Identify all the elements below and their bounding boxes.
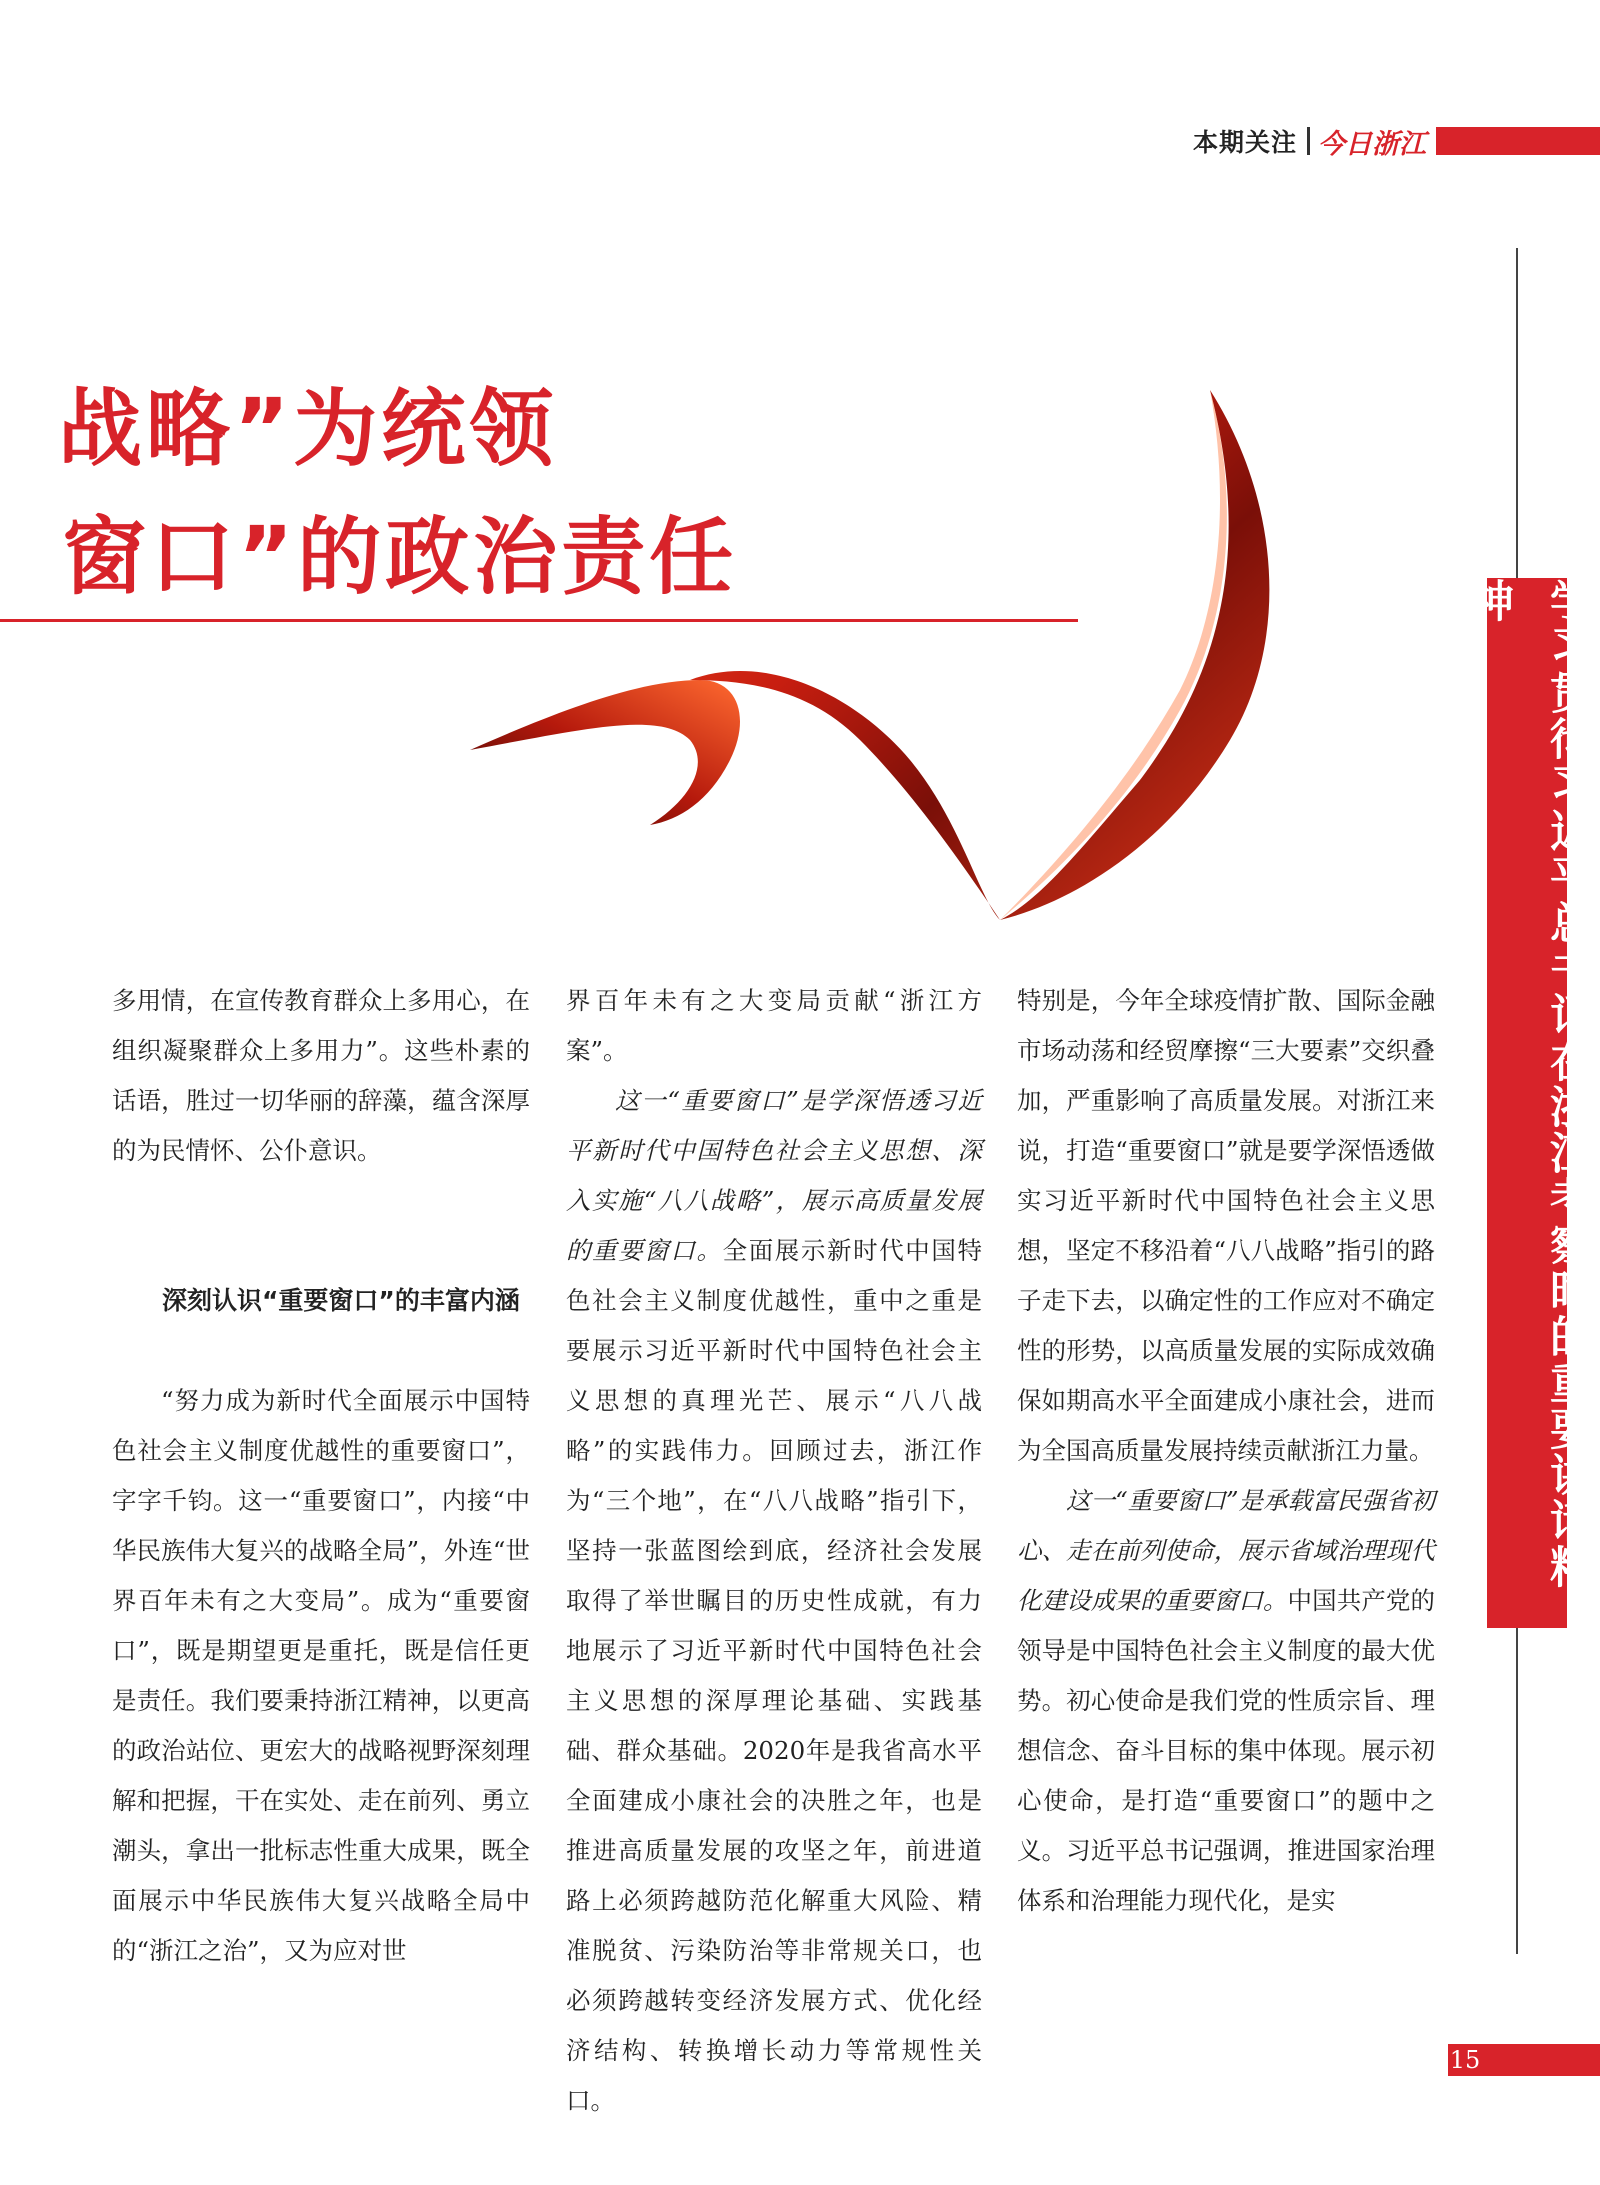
emphasis-lead-sentence: 这一“重要窗口”是学深悟透习近平新时代中国特色社会主义思想、深入实施“八八战略”，展示高质量发展的重要窗口。 xyxy=(566,1086,982,1265)
text-column-3 xyxy=(1017,976,1435,1926)
series-vertical-banner: 学习贯彻习近平总书记在浙江考察时的重要讲话精神 xyxy=(1487,578,1567,1628)
right-vertical-rule-bottom xyxy=(1516,1628,1518,1954)
title-line-1: 战略”为统领 xyxy=(58,380,558,478)
paragraph xyxy=(566,1076,982,2126)
title-line-2: 窗口”的政治责任 xyxy=(62,508,738,606)
red-ribbon-graphic xyxy=(440,380,1360,940)
brand-logo: 今日浙江 xyxy=(1318,128,1426,160)
paragraph: 多用情，在宣传教育群众上多用心，在组织凝聚群众上多用力”。这些朴素的话语，胜过一切华丽的辞藻，蕴含深厚的为民情怀、公仆意识。 xyxy=(112,986,530,1165)
paragraph: 特别是，今年全球疫情扩散、国际金融市场动荡和经贸摩擦“三大要素”交织叠加，严重影响了高质量发展。对浙江来说，打造“重要窗口”就是要学深悟透做实习近平新时代中国特色社会主义思想，坚定不移沿着“八八战略”指引的路子走下去，以确定性的工作应对不确定性的形势，以高质量发展的实际成效确保如期高水平全面建成小康社会，进而为全国高质量发展持续贡献浙江力量。 xyxy=(1017,986,1435,1465)
emphasis-lead-sentence: 这一“重要窗口”是承载富民强省初心、走在前列使命，展示省域治理现代化建设成果的重要窗口。 xyxy=(1017,1486,1435,1615)
ribbon-body xyxy=(690,390,1269,920)
paragraph-text: 中国共产党的领导是中国特色社会主义制度的最大优势。初心使命是我们党的性质宗旨、理想信念、奋斗目标的集中体现。展示初心使命，是打造“重要窗口”的题中之义。习近平总书记强调，推进国家治理体系和治理能力现代化，是实 xyxy=(1017,1586,1435,1915)
text-column-1 xyxy=(112,976,530,1976)
header-divider xyxy=(1307,127,1310,155)
paragraph-text: 全面展示新时代中国特色社会主义制度优越性，重中之重是要展示习近平新时代中国特色社会主义思想的真理光芒、展示“八八战略”的实践伟力。回顾过去，浙江作为“三个地”，在“八八战略”指引下，坚持一张蓝图绘到底，经济社会发展取得了举世瞩目的历史性成就，有力地展示了习近平新时代中国特色社会主义思想的深厚理论基础、实践基础、群众基础。2020年是我省高水平全面建成小康社会的决胜之年，也是推进高质量发展的攻坚之年，前进道路上必须跨越防范化解重大风险、精准脱贫、污染防治等非常规关口，也必须跨越转变经济发展方式、优化经济结构、转换增长动力等常规性关口。 xyxy=(566,1236,983,2115)
paragraph: “努力成为新时代全面展示中国特色社会主义制度优越性的重要窗口”，字字千钧。这一“重要窗口”，内接“中华民族伟大复兴的战略全局”，外连“世界百年未有之大变局”。成为“重要窗口”，既是期望更是重托，既是信任更是责任。我们要秉持浙江精神，以更高的政治站位、更宏大的战略视野深刻理解和把握，干在实处、走在前列、勇立潮头，拿出一批标志性重大成果，既全面展示中华民族伟大复兴战略全局中的“浙江之治”，又为应对世 xyxy=(112,1386,530,1965)
header-red-bar xyxy=(1436,127,1600,155)
page-number: 15 xyxy=(1449,2046,1481,2074)
running-header xyxy=(1193,124,1600,158)
section-subheading: 深刻认识“重要窗口”的丰富内涵 xyxy=(162,1286,520,1315)
section-label: 本期关注 xyxy=(1192,128,1297,157)
paragraph xyxy=(1017,1476,1435,1926)
ribbon-tail xyxy=(470,680,740,825)
text-column-2 xyxy=(566,976,982,2126)
paragraph: 界百年未有之大变局贡献“浙江方案”。 xyxy=(566,986,982,1065)
right-vertical-rule-top xyxy=(1516,248,1518,578)
